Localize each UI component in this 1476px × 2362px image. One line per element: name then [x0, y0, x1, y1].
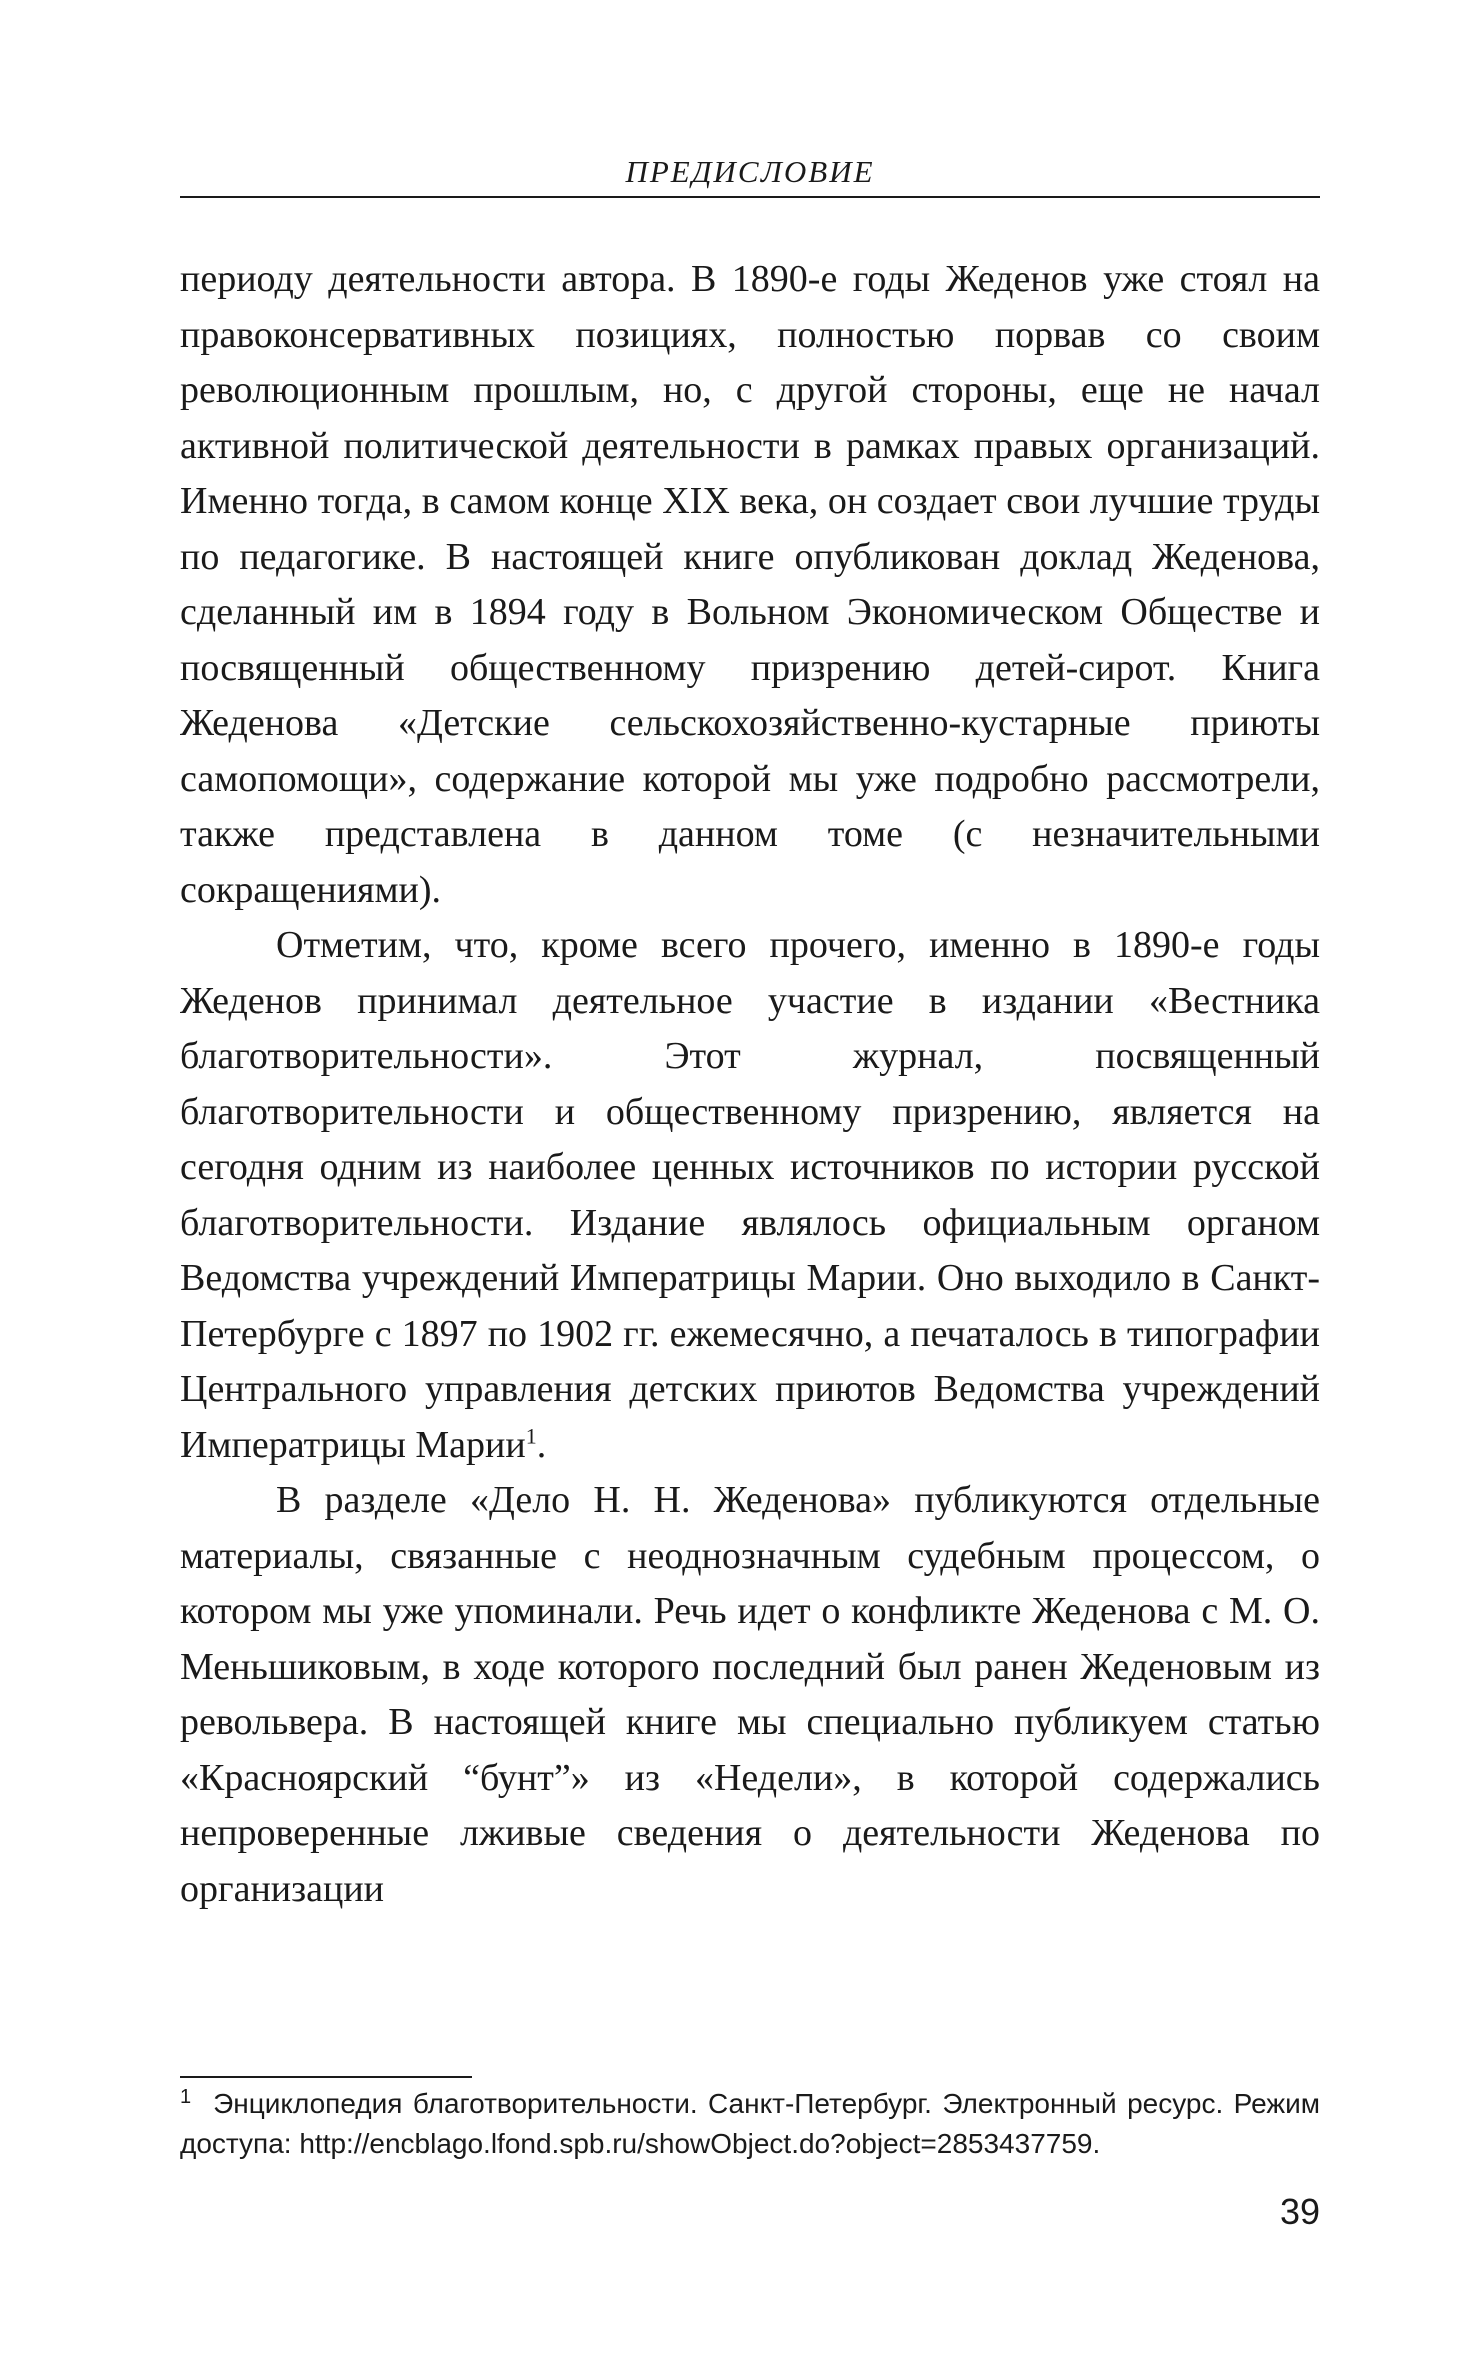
footnote-marker: 1	[180, 2085, 192, 2108]
footnote-rule	[180, 2076, 472, 2078]
header-rule	[180, 196, 1320, 198]
paragraph-2-text: Отметим, что, кроме всего прочего, именно в 1890-е годы Жеденов принимал деятельное участие в издании «Вестника благотворительности». Этот журнал, посвященный благотворительности и общественному призрению, является на сегодня одним из наиболее ценных источников по истории русской благотворительности. Издание являлось официальным органом Ведомства учреждений Императрицы Марии. Оно выходило в Санкт-Петербурге с 1897 по 1902 гг. ежемесячно, а печаталось в типографии Центрального управления детских приютов Ведомства учреждений Императрицы Марии	[180, 924, 1320, 1466]
footnote	[180, 2084, 1320, 2164]
footnote-text: Энциклопедия благотворительности. Санкт-Петербург. Электронный ресурс. Режим доступа: http://encblago.lfond.spb.ru/showObject.do?object=2853437759.	[180, 2088, 1320, 2159]
main-text	[180, 252, 1320, 1917]
paragraph-2	[180, 918, 1320, 1473]
page-number: 39	[1279, 2191, 1320, 2232]
footnote-reference: 1	[525, 1422, 537, 1448]
footnote-1	[180, 2084, 1320, 2164]
running-head: ПРЕДИСЛОВИЕ	[625, 154, 875, 189]
paragraph-1: периоду деятельности автора. В 1890-е годы Жеденов уже стоял на правоконсервативных позициях, полностью порвав со своим революционным прошлым, но, с другой стороны, еще не начал активной политической деятельности в рамках правых организаций. Именно тогда, в самом конце XIX века, он создает свои лучшие труды по педагогике. В настоящей книге опубликован доклад Жеденова, сделанный им в 1894 году в Вольном Экономическом Обществе и посвященный общественному призрению детей-сирот. Книга Жеденова «Детские сельскохозяйственно-кустарные приюты самопомощи», содержание которой мы уже подробно рассмотрели, также представлена в данном томе (с незначительными сокращениями).	[180, 258, 1320, 911]
book-page	[180, 0, 1320, 2362]
paragraph-3: В разделе «Дело Н. Н. Жеденова» публикуются отдельные материалы, связанные с неоднозначным судебным процессом, о котором мы уже упоминали. Речь идет о конфликте Жеденова с М. О. Меньшиковым, в ходе которого последний был ранен Жеденовым из револьвера. В настоящей книге мы специально публикуем статью «Красноярский “бунт”» из «Недели», в которой содержались непроверенные лживые сведения о деятельности Жеденова по организации	[180, 1479, 1320, 1910]
paragraph-2-end: .	[536, 1423, 547, 1466]
